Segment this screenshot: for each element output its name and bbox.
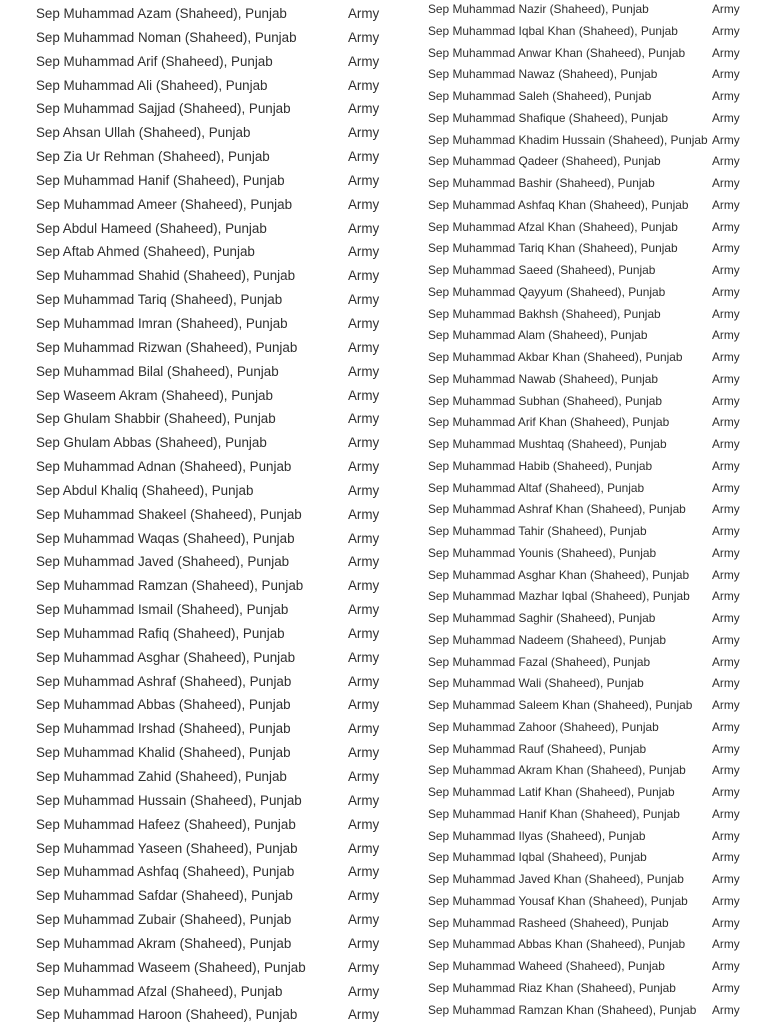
service-branch: Army: [712, 89, 740, 103]
service-branch: Army: [348, 673, 380, 689]
service-branch: Army: [348, 363, 380, 379]
soldier-name: Sep Muhammad Afzal Khan (Shaheed), Punjab: [428, 219, 678, 234]
soldier-name: Sep Muhammad Javed (Shaheed), Punjab: [36, 554, 290, 570]
service-branch: Army: [712, 763, 740, 778]
soldier-name: Sep Muhammad Tariq Khan (Shaheed), Punjab: [428, 241, 678, 256]
soldier-name: Sep Muhammad Iqbal Khan (Shaheed), Punjab: [428, 23, 678, 38]
list-item: [36, 646, 396, 670]
service-branch: Army: [348, 29, 380, 45]
list-item: [428, 260, 764, 282]
list-item: [36, 217, 396, 241]
soldier-name: Sep Muhammad Rauf (Shaheed), Punjab: [428, 741, 647, 756]
service-branch: Army: [712, 350, 740, 364]
list-item: [36, 2, 396, 26]
list-item: [36, 813, 396, 837]
soldier-name: Sep Muhammad Rizwan (Shaheed), Punjab: [36, 339, 298, 355]
service-branch: Army: [712, 828, 740, 843]
soldier-name: Sep Muhammad Shafique (Shaheed), Punjab: [428, 110, 668, 125]
service-branch: Army: [348, 816, 380, 832]
soldier-name: Sep Muhammad Mazhar Iqbal (Shaheed), Punjab: [428, 589, 690, 604]
service-branch: Army: [348, 459, 380, 475]
service-branch: Army: [712, 132, 740, 147]
soldier-name: Sep Muhammad Arif (Shaheed), Punjab: [36, 53, 273, 69]
soldier-name: Sep Zia Ur Rehman (Shaheed), Punjab: [36, 149, 270, 165]
soldier-name: Sep Muhammad Imran (Shaheed), Punjab: [36, 315, 288, 331]
list-item: [428, 0, 764, 21]
service-branch: Army: [348, 220, 380, 236]
list-item: [428, 369, 764, 391]
soldier-name: Sep Muhammad Rasheed (Shaheed), Punjab: [428, 915, 669, 930]
service-branch: Army: [712, 741, 740, 756]
list-item: [428, 956, 764, 978]
soldier-name: Sep Muhammad Yaseen (Shaheed), Punjab: [36, 840, 298, 856]
soldier-name: Sep Muhammad Younis (Shaheed), Punjab: [428, 545, 657, 560]
list-item: [428, 412, 764, 434]
list-item: [428, 478, 764, 500]
service-branch: Army: [712, 980, 740, 995]
service-branch: Army: [712, 632, 740, 647]
soldier-name: Sep Muhammad Yousaf Khan (Shaheed), Punjab: [428, 893, 688, 908]
service-branch: Army: [712, 45, 740, 60]
soldier-name: Sep Muhammad Anwar Khan (Shaheed), Punjab: [428, 45, 686, 60]
list-item: [428, 695, 764, 717]
soldier-name: Sep Muhammad Zahoor (Shaheed), Punjab: [428, 719, 659, 734]
soldier-name: Sep Muhammad Shahid (Shaheed), Punjab: [36, 268, 296, 284]
soldier-name: Sep Muhammad Khadim Hussain (Shaheed), Punjab: [428, 132, 708, 147]
soldier-name: Sep Muhammad Ashraf (Shaheed), Punjab: [36, 673, 292, 689]
service-branch: Army: [712, 785, 740, 799]
list-item: [36, 74, 396, 98]
service-branch: Army: [348, 625, 380, 641]
service-branch: Army: [348, 172, 380, 188]
list-item: [36, 932, 396, 956]
service-branch: Army: [712, 545, 740, 560]
soldier-name: Sep Ahsan Ullah (Shaheed), Punjab: [36, 125, 251, 141]
service-branch: Army: [348, 697, 380, 713]
soldier-name: Sep Muhammad Zubair (Shaheed), Punjab: [36, 912, 292, 928]
soldier-name: Sep Muhammad Qayyum (Shaheed), Punjab: [428, 284, 666, 299]
soldier-name: Sep Aftab Ahmed (Shaheed), Punjab: [36, 244, 255, 260]
service-branch: Army: [348, 745, 380, 761]
service-branch: Army: [348, 268, 380, 284]
list-item: [36, 908, 396, 932]
service-branch: Army: [712, 371, 740, 386]
list-item: [428, 282, 764, 304]
service-branch: Army: [712, 67, 740, 82]
list-item: [428, 173, 764, 195]
soldier-name: Sep Muhammad Javed Khan (Shaheed), Punjab: [428, 872, 684, 886]
service-branch: Army: [348, 721, 380, 737]
service-branch: Army: [348, 649, 380, 665]
soldier-name: Sep Muhammad Saghir (Shaheed), Punjab: [428, 611, 656, 625]
service-branch: Army: [712, 850, 740, 865]
soldier-name: Sep Muhammad Bilal (Shaheed), Punjab: [36, 363, 279, 379]
list-item: [428, 238, 764, 260]
soldier-name: Sep Muhammad Saleh (Shaheed), Punjab: [428, 89, 652, 103]
soldier-name: Sep Muhammad Latif Khan (Shaheed), Punjab: [428, 785, 675, 799]
list-item: [428, 586, 764, 608]
list-item: [428, 217, 764, 239]
service-branch: Army: [712, 654, 740, 669]
list-item: [428, 543, 764, 565]
soldier-name: Sep Muhammad Ashfaq (Shaheed), Punjab: [36, 864, 295, 880]
list-item: [36, 336, 396, 360]
soldier-name: Sep Muhammad Waseem (Shaheed), Punjab: [36, 959, 306, 975]
service-branch: Army: [712, 110, 740, 125]
service-branch: Army: [348, 77, 380, 93]
service-branch: Army: [712, 23, 740, 38]
soldier-name: Sep Ghulam Shabbir (Shaheed), Punjab: [36, 411, 276, 427]
soldier-name: Sep Abdul Hameed (Shaheed), Punjab: [36, 220, 267, 236]
list-item: [36, 193, 396, 217]
list-item: [36, 789, 396, 813]
soldier-name: Sep Muhammad Abbas Khan (Shaheed), Punjab: [428, 937, 686, 952]
service-branch: Army: [348, 101, 380, 117]
list-item: [428, 826, 764, 848]
soldier-name: Sep Muhammad Ramzan (Shaheed), Punjab: [36, 578, 304, 594]
service-branch: Army: [712, 219, 740, 234]
soldier-name: Sep Muhammad Hanif (Shaheed), Punjab: [36, 172, 285, 188]
list-item: [428, 978, 764, 1000]
service-branch: Army: [348, 912, 380, 928]
soldier-name: Sep Muhammad Bashir (Shaheed), Punjab: [428, 176, 655, 190]
soldier-name: Sep Muhammad Arif Khan (Shaheed), Punjab: [428, 415, 670, 430]
list-item: [36, 479, 396, 503]
soldier-name: Sep Muhammad Bakhsh (Shaheed), Punjab: [428, 306, 661, 321]
service-branch: Army: [712, 154, 740, 169]
list-item: [36, 360, 396, 384]
list-item: [36, 598, 396, 622]
list-item: [428, 130, 764, 152]
soldier-name: Sep Muhammad Saleem Khan (Shaheed), Punjab: [428, 698, 693, 712]
service-branch: Army: [348, 435, 380, 451]
soldier-name: Sep Muhammad Irshad (Shaheed), Punjab: [36, 721, 291, 737]
soldier-name: Sep Muhammad Shakeel (Shaheed), Punjab: [36, 506, 302, 522]
soldier-name: Sep Muhammad Asghar Khan (Shaheed), Punjab: [428, 567, 690, 582]
list-item: [36, 741, 396, 765]
list-item: [428, 847, 764, 869]
soldier-name: Sep Muhammad Wali (Shaheed), Punjab: [428, 676, 644, 691]
soldier-name: Sep Muhammad Tahir (Shaheed), Punjab: [428, 524, 647, 538]
list-item: [428, 391, 764, 413]
service-branch: Army: [348, 244, 380, 260]
list-item: [428, 347, 764, 369]
list-item: [428, 195, 764, 217]
soldier-name: Sep Muhammad Ashfaq Khan (Shaheed), Punjab: [428, 197, 689, 212]
service-branch: Army: [712, 937, 740, 952]
list-item: [428, 434, 764, 456]
list-item: [36, 860, 396, 884]
list-item: [428, 64, 764, 86]
list-item: [428, 21, 764, 43]
soldier-name: Sep Muhammad Khalid (Shaheed), Punjab: [36, 745, 291, 761]
service-branch: Army: [348, 6, 380, 21]
soldier-name: Sep Muhammad Hussain (Shaheed), Punjab: [36, 792, 302, 808]
service-branch: Army: [712, 872, 740, 886]
list-item: [428, 934, 764, 956]
service-branch: Army: [348, 292, 380, 308]
soldier-name: Sep Waseem Akram (Shaheed), Punjab: [36, 387, 273, 403]
soldier-name: Sep Muhammad Akram (Shaheed), Punjab: [36, 935, 292, 951]
list-item: [36, 980, 396, 1004]
list-item: [36, 670, 396, 694]
soldier-name: Sep Muhammad Subhan (Shaheed), Punjab: [428, 393, 663, 408]
service-branch: Army: [712, 915, 740, 930]
list-item: [36, 264, 396, 288]
list-item: [428, 325, 764, 347]
service-branch: Army: [712, 284, 740, 299]
list-item: [36, 384, 396, 408]
service-branch: Army: [348, 411, 380, 427]
service-branch: Army: [348, 554, 380, 570]
service-branch: Army: [348, 506, 380, 522]
service-branch: Army: [712, 176, 740, 190]
soldier-name: Sep Muhammad Adnan (Shaheed), Punjab: [36, 459, 292, 475]
soldier-name: Sep Muhammad Hanif Khan (Shaheed), Punjab: [428, 806, 680, 821]
soldier-name: Sep Muhammad Alam (Shaheed), Punjab: [428, 328, 648, 343]
list-item: [428, 1000, 764, 1022]
service-branch: Army: [712, 524, 740, 538]
list-item: [36, 693, 396, 717]
list-item: [36, 97, 396, 121]
list-item: [428, 630, 764, 652]
list-item: [428, 652, 764, 674]
soldier-name: Sep Muhammad Mushtaq (Shaheed), Punjab: [428, 437, 667, 451]
service-branch: Army: [348, 840, 380, 856]
soldier-name: Sep Muhammad Fazal (Shaheed), Punjab: [428, 654, 651, 669]
soldier-name: Sep Muhammad Riaz Khan (Shaheed), Punjab: [428, 980, 676, 995]
soldier-name: Sep Muhammad Zahid (Shaheed), Punjab: [36, 769, 287, 784]
service-branch: Army: [712, 1002, 740, 1017]
service-branch: Army: [348, 602, 380, 618]
service-branch: Army: [712, 567, 740, 582]
soldier-name: Sep Muhammad Ashraf Khan (Shaheed), Punjab: [428, 502, 686, 517]
soldier-name: Sep Muhammad Nawaz (Shaheed), Punjab: [428, 67, 658, 82]
service-branch: Army: [712, 328, 740, 343]
service-branch: Army: [712, 611, 740, 625]
service-branch: Army: [348, 935, 380, 951]
list-item: [428, 782, 764, 804]
list-item: [428, 304, 764, 326]
list-item: [36, 1003, 396, 1027]
list-item: [36, 884, 396, 908]
soldier-name: Sep Muhammad Abbas (Shaheed), Punjab: [36, 697, 291, 713]
service-branch: Army: [348, 339, 380, 355]
list-item: [36, 26, 396, 50]
list-item: [428, 521, 764, 543]
list-item: [36, 431, 396, 455]
soldier-name: Sep Muhammad Qadeer (Shaheed), Punjab: [428, 154, 661, 169]
soldier-name: Sep Muhammad Safdar (Shaheed), Punjab: [36, 888, 293, 904]
list-item: [36, 145, 396, 169]
list-item: [428, 608, 764, 630]
service-branch: Army: [348, 792, 380, 808]
soldier-name: Sep Muhammad Haroon (Shaheed), Punjab: [36, 1007, 298, 1023]
service-branch: Army: [712, 893, 740, 908]
right-column-list: [428, 0, 764, 1021]
service-branch: Army: [712, 241, 740, 256]
soldier-name: Sep Muhammad Ismail (Shaheed), Punjab: [36, 602, 289, 618]
service-branch: Army: [348, 196, 380, 212]
service-branch: Army: [712, 589, 740, 604]
soldier-name: Sep Muhammad Rafiq (Shaheed), Punjab: [36, 625, 285, 641]
list-item: [36, 407, 396, 431]
service-branch: Army: [348, 578, 380, 594]
list-item: [428, 565, 764, 587]
service-branch: Army: [712, 698, 740, 712]
list-item: [428, 499, 764, 521]
list-item: [428, 891, 764, 913]
list-item: [428, 108, 764, 130]
list-item: [36, 455, 396, 479]
service-branch: Army: [348, 315, 380, 331]
list-item: [428, 86, 764, 108]
soldier-name: Sep Muhammad Waqas (Shaheed), Punjab: [36, 530, 295, 546]
list-item: [36, 765, 396, 789]
service-branch: Army: [348, 769, 380, 784]
service-branch: Army: [348, 983, 380, 999]
service-branch: Army: [712, 502, 740, 517]
service-branch: Army: [712, 437, 740, 451]
list-item: [36, 50, 396, 74]
soldier-name: Sep Muhammad Azam (Shaheed), Punjab: [36, 6, 287, 21]
list-item: [428, 804, 764, 826]
soldier-name: Sep Muhammad Ilyas (Shaheed), Punjab: [428, 828, 646, 843]
soldier-name: Sep Muhammad Afzal (Shaheed), Punjab: [36, 983, 283, 999]
list-item: [36, 121, 396, 145]
list-item: [428, 717, 764, 739]
service-branch: Army: [348, 959, 380, 975]
service-branch: Army: [712, 2, 740, 16]
service-branch: Army: [712, 676, 740, 691]
soldier-name: Sep Muhammad Noman (Shaheed), Punjab: [36, 29, 297, 45]
service-branch: Army: [348, 149, 380, 165]
list-item: [36, 622, 396, 646]
soldier-name: Sep Muhammad Akbar Khan (Shaheed), Punjab: [428, 350, 683, 364]
list-item: [36, 956, 396, 980]
soldier-name: Sep Muhammad Tariq (Shaheed), Punjab: [36, 292, 283, 308]
left-column-list: [36, 2, 396, 1027]
soldier-name: Sep Muhammad Altaf (Shaheed), Punjab: [428, 480, 645, 495]
list-item: [428, 869, 764, 891]
service-branch: Army: [348, 888, 380, 904]
service-branch: Army: [712, 415, 740, 430]
soldier-name: Sep Muhammad Ameer (Shaheed), Punjab: [36, 196, 293, 212]
service-branch: Army: [348, 53, 380, 69]
list-item: [36, 288, 396, 312]
list-item: [36, 837, 396, 861]
list-item: [36, 503, 396, 527]
soldier-name: Sep Muhammad Nazir (Shaheed), Punjab: [428, 2, 649, 16]
list-item: [36, 312, 396, 336]
soldier-name: Sep Muhammad Nadeem (Shaheed), Punjab: [428, 632, 666, 647]
soldier-name: Sep Muhammad Ali (Shaheed), Punjab: [36, 77, 268, 93]
soldier-name: Sep Muhammad Sajjad (Shaheed), Punjab: [36, 101, 291, 117]
service-branch: Army: [712, 806, 740, 821]
soldier-name: Sep Ghulam Abbas (Shaheed), Punjab: [36, 435, 267, 451]
soldier-name: Sep Muhammad Saeed (Shaheed), Punjab: [428, 263, 656, 277]
soldier-name: Sep Muhammad Waheed (Shaheed), Punjab: [428, 959, 665, 973]
service-branch: Army: [712, 306, 740, 321]
soldier-name: Sep Muhammad Nawab (Shaheed), Punjab: [428, 371, 659, 386]
list-item: [428, 43, 764, 65]
list-item: [36, 550, 396, 574]
list-item: [36, 527, 396, 551]
service-branch: Army: [712, 458, 740, 473]
soldier-name: Sep Abdul Khaliq (Shaheed), Punjab: [36, 482, 254, 498]
soldier-name: Sep Muhammad Hafeez (Shaheed), Punjab: [36, 816, 296, 832]
list-item: [428, 739, 764, 761]
service-branch: Army: [348, 482, 380, 498]
list-item: [36, 574, 396, 598]
service-branch: Army: [712, 719, 740, 734]
service-branch: Army: [348, 387, 380, 403]
service-branch: Army: [348, 864, 380, 880]
service-branch: Army: [348, 530, 380, 546]
list-item: [428, 913, 764, 935]
soldier-name: Sep Muhammad Ramzan Khan (Shaheed), Punjab: [428, 1002, 697, 1017]
soldier-name: Sep Muhammad Akram Khan (Shaheed), Punjab: [428, 763, 686, 778]
list-item: [36, 717, 396, 741]
list-item: [428, 673, 764, 695]
service-branch: Army: [348, 125, 380, 141]
list-item: [428, 151, 764, 173]
service-branch: Army: [348, 1007, 380, 1023]
list-item: [36, 240, 396, 264]
service-branch: Army: [712, 480, 740, 495]
list-item: [428, 760, 764, 782]
list-item: [428, 456, 764, 478]
list-item: [36, 169, 396, 193]
soldier-name: Sep Muhammad Asghar (Shaheed), Punjab: [36, 649, 296, 665]
soldier-name: Sep Muhammad Iqbal (Shaheed), Punjab: [428, 850, 647, 865]
soldier-name: Sep Muhammad Habib (Shaheed), Punjab: [428, 458, 653, 473]
service-branch: Army: [712, 959, 740, 973]
service-branch: Army: [712, 393, 740, 408]
service-branch: Army: [712, 263, 740, 277]
service-branch: Army: [712, 197, 740, 212]
